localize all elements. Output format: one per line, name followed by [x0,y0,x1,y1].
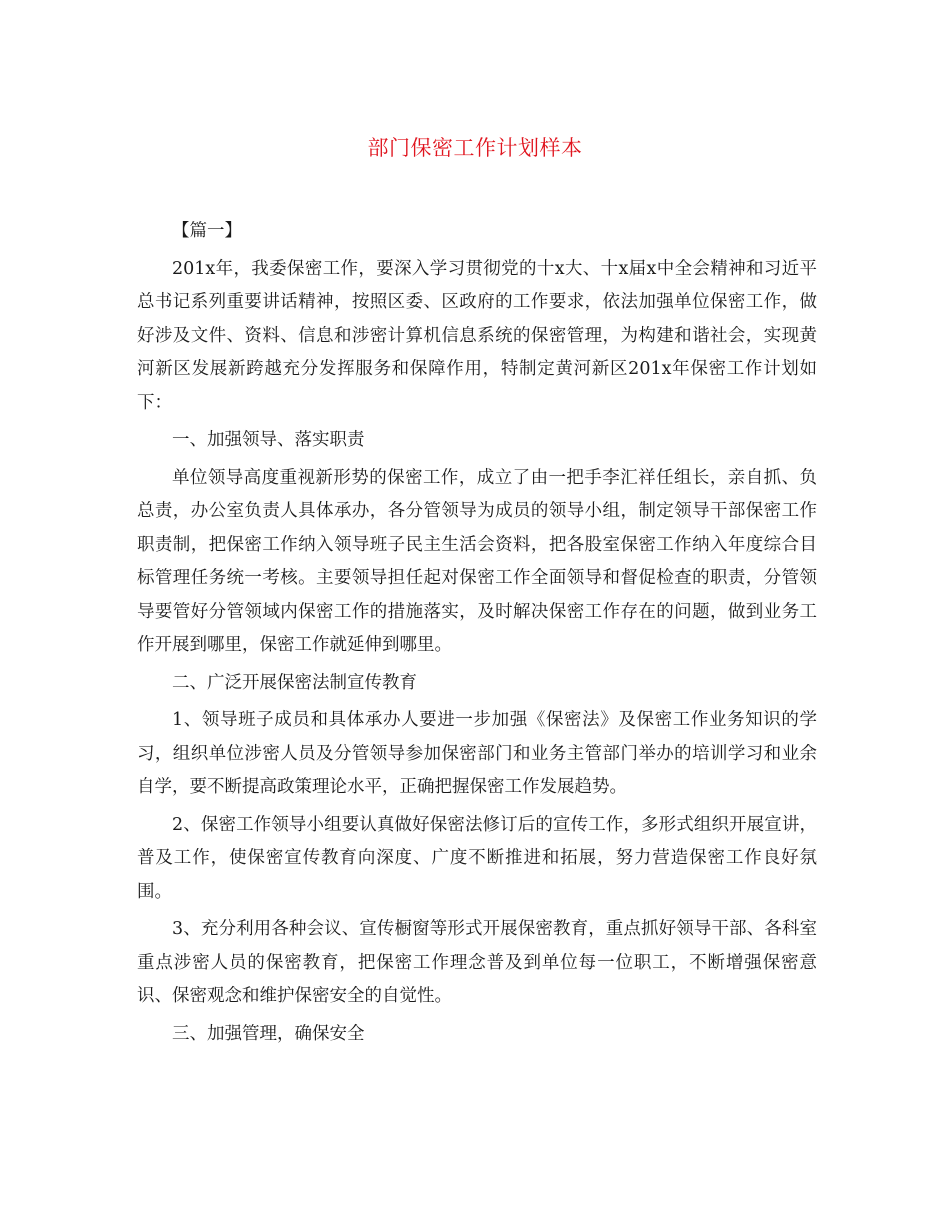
document-title: 部门保密工作计划样本 [367,136,583,160]
paragraph-item-3: 3、充分利用各种会议、宣传橱窗等形式开展保密教育，重点抓好领导干部、各科室重点涉密人员的保密教育，把保密工作理念普及到单位每一位职工，不断增强保密意识、保密观念和维护保密安全的自觉性。 [137,919,817,1006]
paragraph-leadership: 单位领导高度重视新形势的保密工作，成立了由一把手李汇祥任组长，亲自抓、负总责，办公室负责人具体承办，各分管领导为成员的领导小组，制定领导干部保密工作职责制，把保密工作纳入领导班子民主生活会资料，把各股室保密工作纳入年度综合目标管理任务统一考核。主要领导担任起对保密工作全面领导和督促检查的职责，分管领导要管好分管领域内保密工作的措施落实，及时解决保密工作存在的问题，做到业务工作开展到哪里，保密工作就延伸到哪里。 [137,467,817,655]
section-heading-1: 一、加强领导、落实职责 [172,430,365,450]
section-heading-2: 二、广泛开展保密法制宣传教育 [172,672,417,693]
document-body [137,215,817,1051]
section-marker: 【篇一】 [172,221,242,241]
paragraph-item-1: 1、领导班子成员和具体承办人要进一步加强《保密法》及保密工作业务知识的学习，组织单位涉密人员及分管领导参加保密部门和业务主管部门举办的培训学习和业余自学，要不断提高政策理论水平，正确把握保密工作发展趋势。 [137,710,817,797]
paragraph-intro: 201x年，我委保密工作，要深入学习贯彻党的十x大、十x届x中全会精神和习近平总书记系列重要讲话精神，按照区委、区政府的工作要求，依法加强单位保密工作，做好涉及文件、资料、信息和涉密计算机信息系统的保密管理，为构建和谐社会，实现黄河新区发展新跨越充分发挥服务和保障作用，特制定黄河新区201x年保密工作计划如下： [137,258,817,413]
section-heading-3: 三、加强管理，确保安全 [172,1023,365,1044]
paragraph-item-2: 2、保密工作领导小组要认真做好保密法修订后的宣传工作，多形式组织开展宣讲，普及工作，使保密宣传教育向深度、广度不断推进和拓展，努力营造保密工作良好氛围。 [137,814,817,902]
